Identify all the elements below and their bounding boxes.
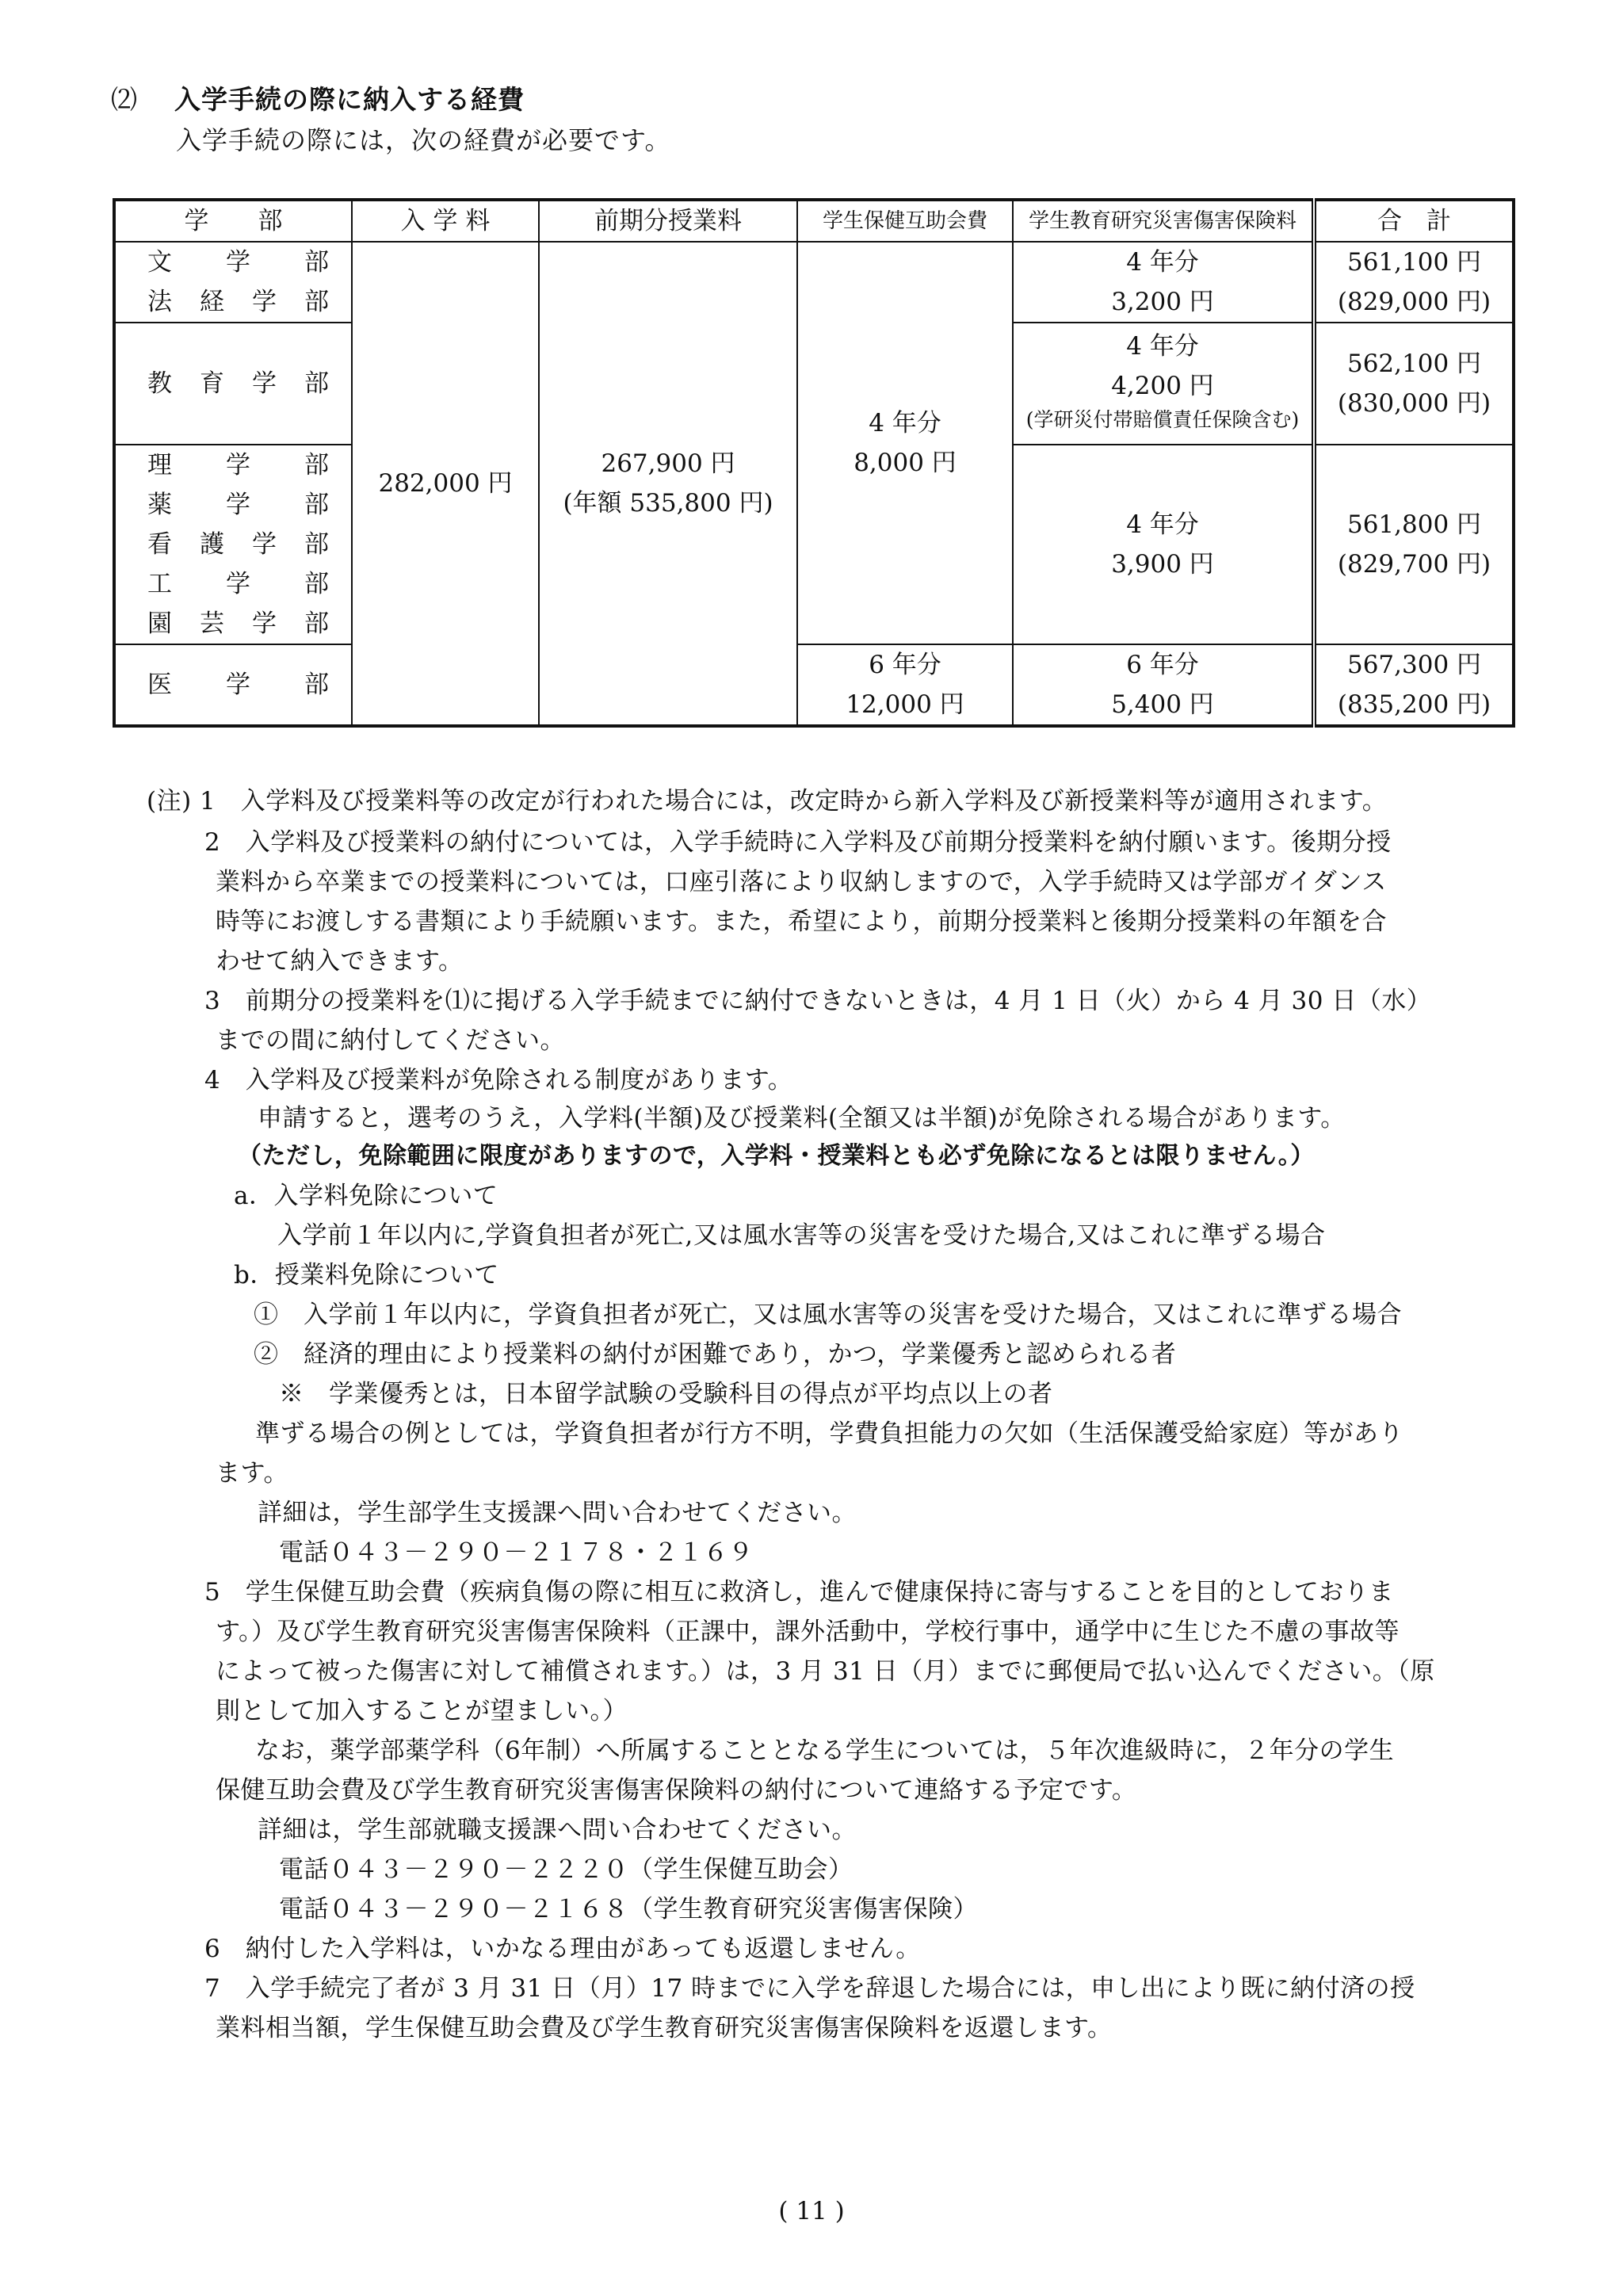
note-line: (注) 1 入学料及び授業料等の改定が行われた場合には，改定時から新入学料及び新授業料等が適用されます。 [147,787,1388,816]
faculty-name: 法 経 学 部 [147,288,329,316]
mutual-aid-amount: 12,000 円 [846,690,964,719]
header-mutual-aid: 学生保健互助会費 [797,200,1013,242]
faculty-name: 看 護 学 部 [147,530,329,559]
mutual-aid-years: 4 年分 [869,409,941,437]
note-line-emphasis: （ただし，免除範囲に限度がありますので，入学料・授業料とも必ず免除になるとは限りません。） [238,1142,1315,1170]
insurance-years: 6 年分 [1126,651,1199,679]
note-line: 申請すると，選考のうえ，入学料(半額)及び授業料(全額又は半額)が免除される場合があります。 [258,1104,1346,1133]
faculty-name: 工 学 部 [147,570,329,598]
note-line: 業料相当額，学生保健互助会費及び学生教育研究災害傷害保険料を返還します。 [216,2014,1113,2042]
total-cell [1314,323,1514,445]
header-insurance: 学生教育研究災害傷害保険料 [1013,200,1314,242]
faculty-cell [114,242,352,323]
faculty-name: 教 育 学 部 [147,369,329,398]
total-amount: 562,100 円 [1346,350,1482,378]
note-line: までの間に納付してください。 [216,1026,565,1055]
mutual-aid-cell [797,242,1013,644]
total-annual: (835,200 円) [1337,690,1491,719]
note-line: なお，薬学部薬学科（6年制）へ所属することとなる学生については，５年次進級時に，２年分の学生 [255,1736,1395,1765]
note-line: 入学前１年以内に,学資負担者が死亡,又は風水害等の災害を受けた場合,又はこれに準ずる場合 [277,1221,1326,1250]
header-tuition: 前期分授業料 [539,200,797,242]
header-faculty: 学 部 [114,200,352,242]
mutual-aid-years: 6 年分 [869,651,941,679]
mutual-aid-amount: 8,000 円 [854,449,957,477]
note-line: b．授業料免除について [234,1261,499,1289]
section-heading [111,79,525,117]
note-line: ② 経済的理由により授業料の納付が困難であり，かつ，学業優秀と認められる者 [254,1340,1177,1369]
faculty-name: 薬 学 部 [147,491,329,519]
total-annual: (829,000 円) [1337,288,1491,316]
page-number: ( 11 ) [778,2197,845,2225]
faculty-name: 園 芸 学 部 [147,609,329,638]
note-line: 時等にお渡しする書類により手続願います。また，希望により，前期分授業料と後期分授業料の年額を合 [216,907,1388,936]
note-line: 5 学生保健互助会費（疾病負傷の際に相互に救済し，進んで健康保持に寄与することを目的としておりま [204,1578,1394,1606]
total-cell [1314,644,1514,726]
section-title: 入学手続の際に納入する経費 [174,84,525,115]
faculty-cell [114,323,352,445]
note-line: ① 入学前１年以内に，学資負担者が死亡，又は風水害等の災害を受けた場合，又はこれに準ずる場合 [254,1301,1402,1329]
faculty-name: 文 学 部 [147,248,329,277]
insurance-amount: 3,200 円 [1111,288,1214,316]
insurance-amount: 3,900 円 [1111,550,1214,579]
total-annual: (830,000 円) [1337,389,1491,418]
total-amount: 567,300 円 [1346,651,1482,679]
note-line: わせて納入できます。 [216,947,464,976]
note-line: 詳細は，学生部学生支援課へ問い合わせてください。 [258,1499,857,1527]
note-line: 4 入学料及び授業料が免除される制度があります。 [204,1066,793,1095]
faculty-cell [114,644,352,726]
note-line: 詳細は，学生部就職支援課へ問い合わせてください。 [258,1816,857,1844]
note-line: 則として加入することが望ましい。） [216,1697,628,1725]
insurance-cell [1013,323,1314,445]
table-row [114,242,1514,323]
note-line: 保健互助会費及び学生教育研究災害傷害保険料の納付について連絡する予定です。 [216,1776,1137,1805]
admission-fee-amount: 282,000 円 [378,469,513,498]
note-line: ※ 学業優秀とは，日本留学試験の受験科目の得点が平均点以上の者 [279,1380,1053,1408]
faculty-name: 理 学 部 [147,451,329,479]
insurance-cell [1013,242,1314,323]
faculty-name: 医 学 部 [147,670,329,699]
note-line: 準ずる場合の例としては，学資負担者が行方不明，学費負担能力の欠如（生活保護受給家庭）等があり [255,1419,1403,1448]
note-line: 3 前期分の授業料を⑴に掲げる入学手続までに納付できないときは，4 月 1 日（火）から 4 月 30 日（水） [204,987,1432,1015]
insurance-amount: 5,400 円 [1111,690,1214,719]
insurance-years: 4 年分 [1126,510,1199,539]
section-number: ⑵ [111,84,138,115]
note-line: 6 納付した入学料は，いかなる理由があっても返還しません。 [204,1935,921,1963]
note-line: 2 入学料及び授業料の納付については，入学手続時に入学料及び前期分授業料を納付願います。後期分授 [204,828,1392,857]
note-line: a．入学料免除について [234,1182,498,1210]
section-intro: 入学手続の際には，次の経費が必要です。 [176,125,671,155]
phone-line: 電話０４３－２９０－２１６８（学生教育研究災害傷害保険） [279,1895,978,1924]
phone-line: 電話０４３－２９０－２１７８・２１６９ [279,1538,754,1567]
insurance-years: 4 年分 [1126,248,1199,277]
mutual-aid-cell [797,644,1013,726]
note-line: 業料から卒業までの授業料については，口座引落により収納しますので，入学手続時又は学部ガイダンス [216,868,1387,896]
insurance-cell [1013,445,1314,644]
admission-fee-cell [352,242,539,726]
insurance-note: (学研災付帯賠償責任保険含む) [1025,408,1300,431]
total-annual: (829,700 円) [1337,550,1491,579]
phone-line: 電話０４３－２９０－２２２０（学生保健互助会） [279,1855,854,1884]
total-amount: 561,100 円 [1346,248,1482,277]
insurance-amount: 4,200 円 [1111,372,1214,400]
note-line: ます。 [216,1459,289,1488]
fee-table [113,198,1515,728]
insurance-years: 4 年分 [1126,332,1199,361]
insurance-cell [1013,644,1314,726]
total-cell [1314,242,1514,323]
note-line: によって被った傷害に対して補償されます。）は，3 月 31 日（月）までに郵便局で払い込んでください。（原 [216,1657,1435,1686]
total-cell [1314,445,1514,644]
table-row [114,644,1514,726]
total-amount: 561,800 円 [1346,510,1482,539]
tuition-amount: 267,900 円 [601,449,735,478]
tuition-cell [539,242,797,726]
note-line: す。）及び学生教育研究災害傷害保険料（正課中，課外活動中，学校行事中，通学中に生じた不慮の事故等 [216,1618,1400,1646]
note-line: 7 入学手続完了者が 3 月 31 日（月）17 時までに入学を辞退した場合には，申し出により既に納付済の授 [204,1974,1415,2003]
tuition-annual: (年額 535,800 円) [563,489,773,518]
header-admission-fee: 入 学 料 [352,200,539,242]
table-header-row [114,200,1514,242]
faculty-cell [114,445,352,644]
header-total: 合 計 [1314,200,1514,242]
